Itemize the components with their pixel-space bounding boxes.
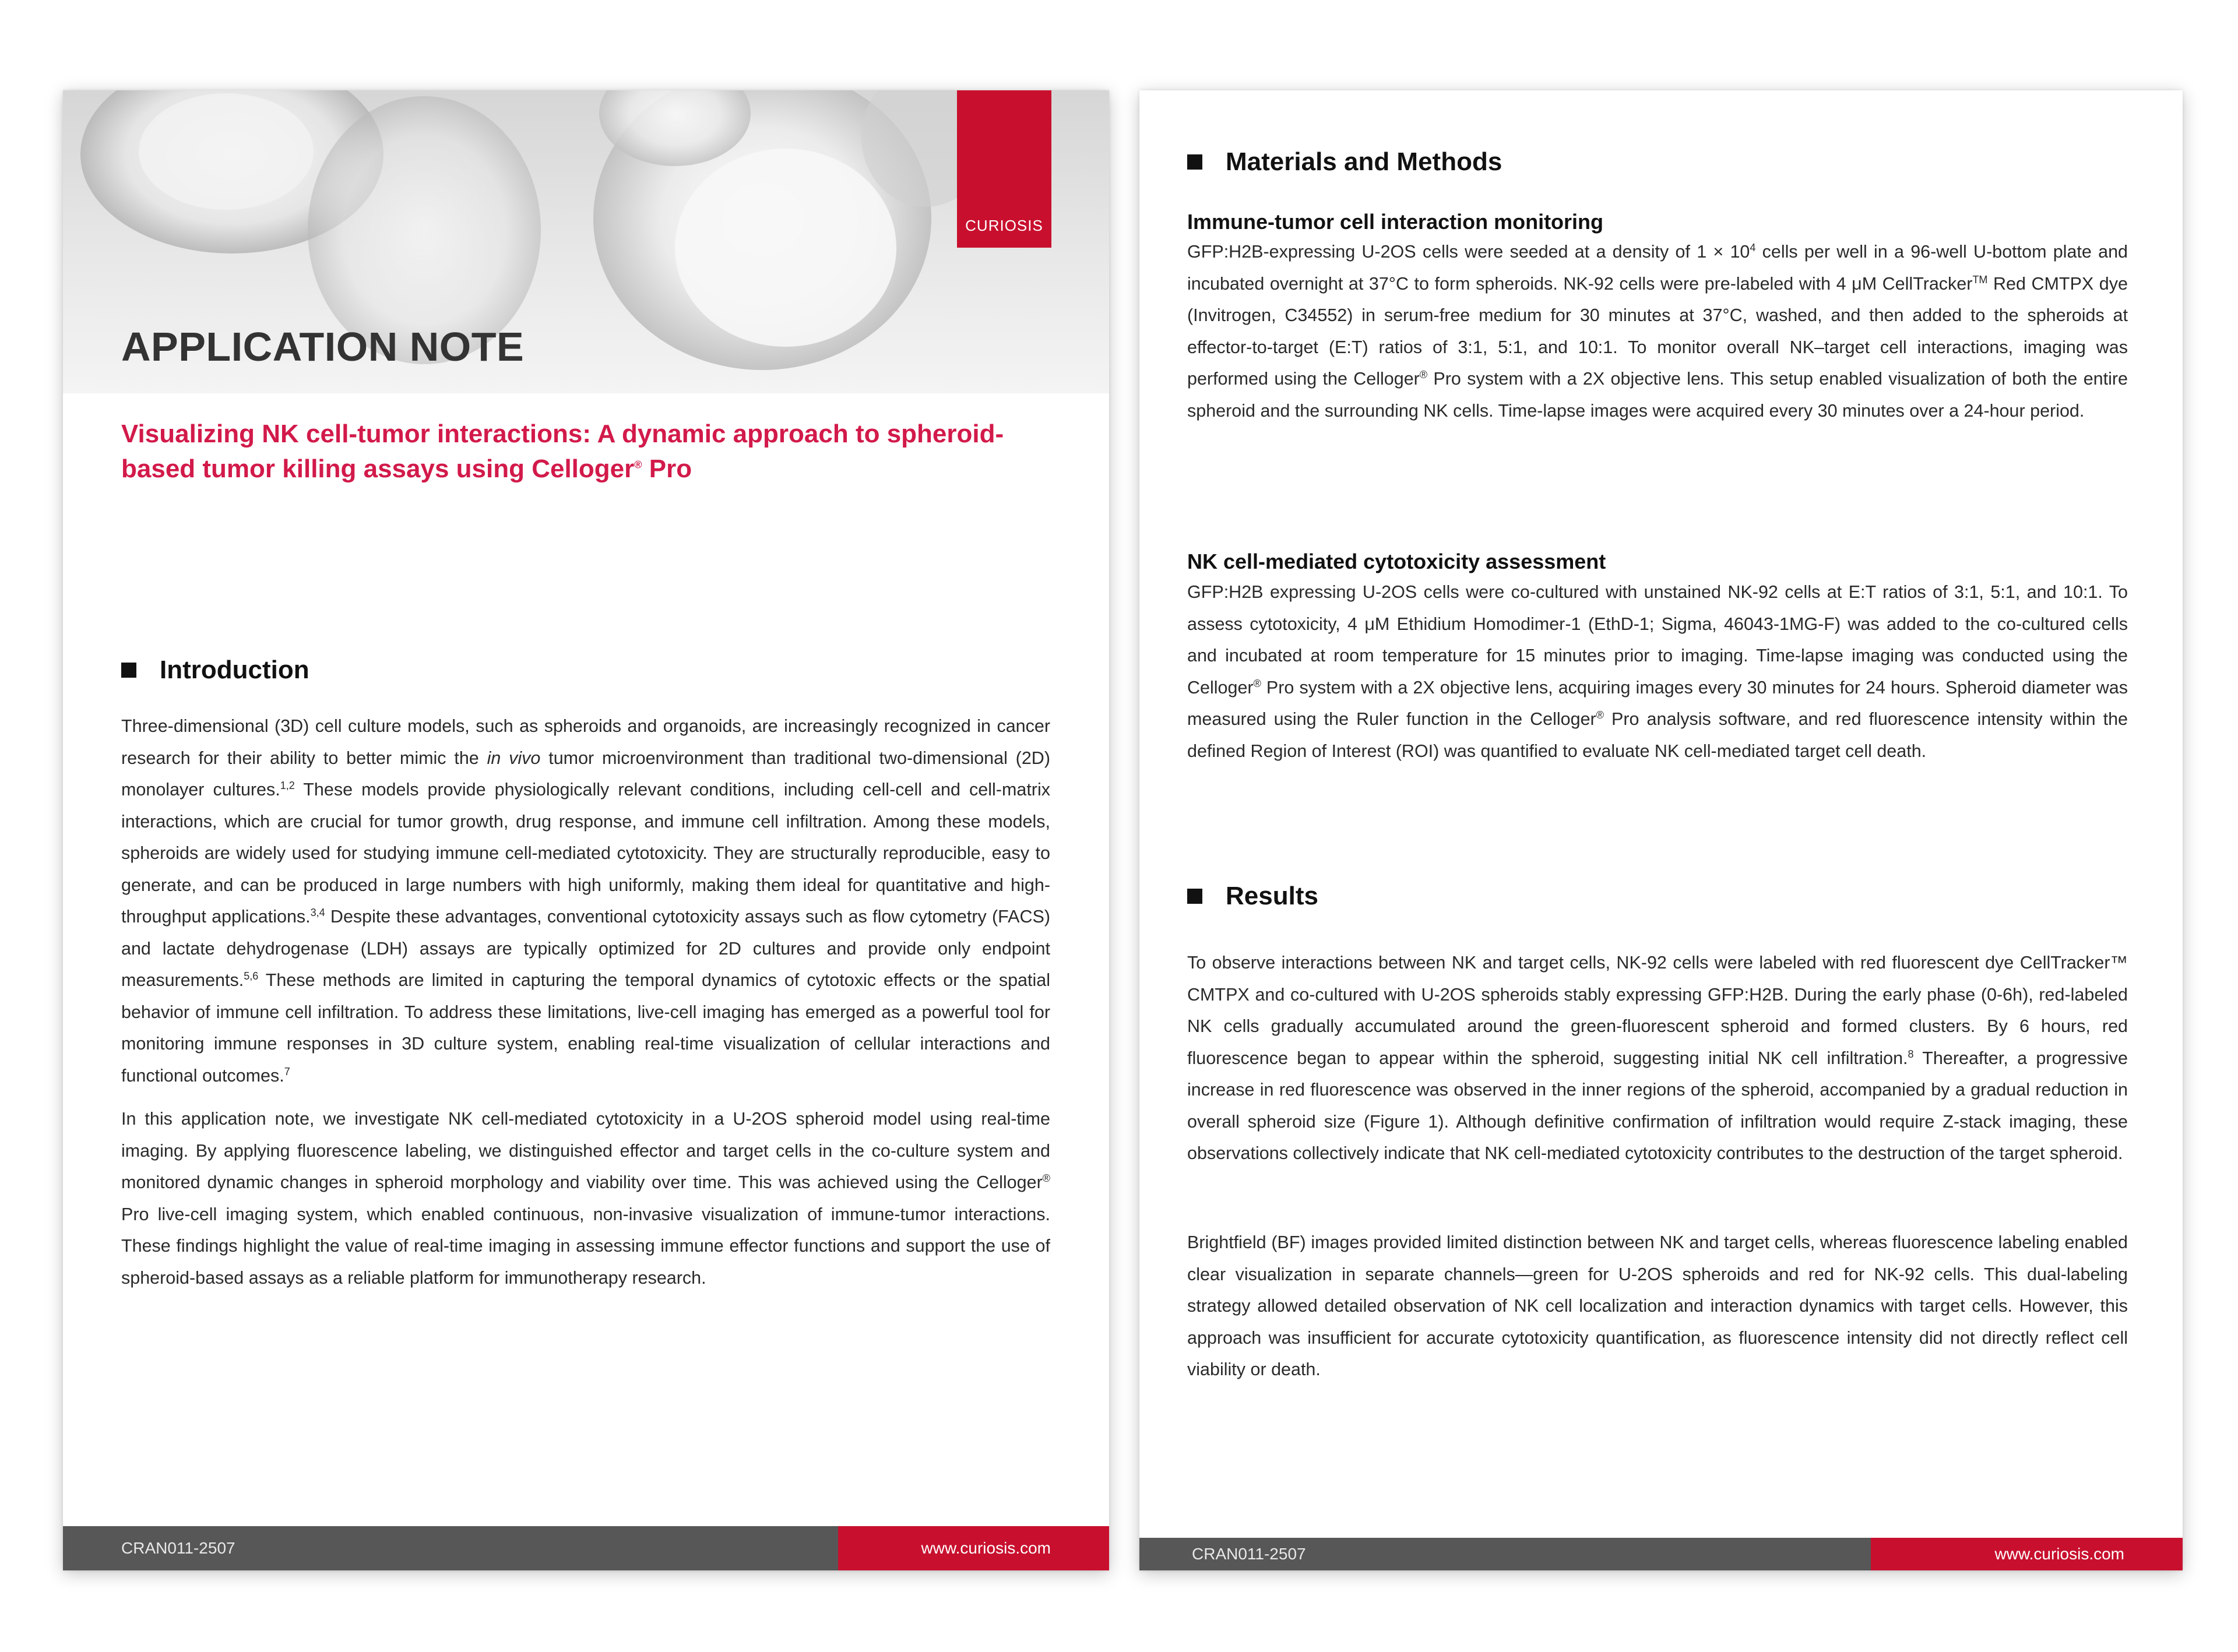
brand-logo-text: CURIOSIS <box>965 217 1043 234</box>
section-bullet-icon <box>1187 889 1202 904</box>
brand-logo-block <box>957 90 1051 248</box>
document-page-2 <box>1139 90 2183 1570</box>
document-code: CRAN011-2507 <box>1192 1545 1306 1563</box>
website-link[interactable]: www.curiosis.com <box>921 1539 1051 1557</box>
website-link[interactable]: www.curiosis.com <box>1994 1545 2124 1563</box>
document-title <box>121 417 1048 487</box>
intro-paragraph-1: Three-dimensional (3D) cell culture models, such as spheroids and organoids, are increasingly recognized in cancer research for their ability to better mimic the in vivo tumor microenvironment than traditional two-dimensional (2D) monolayer cultures.$^{1,2}$ These models provide physiologically relevant conditions, including cell-cell and cell-matrix interactions, which are crucial for tumor growth, drug response, and immune cell infiltration. Among these models, spheroids are widely used for studying immune cell-mediated cytotoxicity. They are structurally reproducible, easy to generate, and can be produced in large numbers with high uniformly, making them ideal for quantitative and high-throughput applications.$^{3,4}$ Despite these advantages, conventional cytotoxicity assays such as flow cytometry (FACS) and lactate dehydrogenase (LDH) assays are typically optimized for 2D cultures and provide only endpoint measurements.$^{5,6}$ These methods are limited in capturing the temporal dynamics of cytotoxic effects or the spatial behavior of immune cell infiltration. To address these limitations, live-cell imaging has emerged as a powerful tool for monitoring immune responses in 3D culture system, enabling real-time visualization of cellular interactions and functional outcomes.$^7$ <box>121 716 1050 1086</box>
subheading-cytotoxicity-assessment: NK cell-mediated cytotoxicity assessment <box>1187 550 1606 573</box>
document-code: CRAN011-2507 <box>121 1539 235 1557</box>
document-page-1 <box>63 90 1109 1570</box>
section-heading-introduction: Introduction <box>121 656 309 685</box>
methods-paragraph-2: GFP:H2B expressing U-2OS cells were co-cultured with unstained NK-92 cells at E:T ratios of 3:1, 5:1, and 10:1. To assess cytotoxicity, 4 μM Ethidium Homodimer-1 (EthD-1; Sigma, 46043-1MG-F) was added to the co-cultured cells and incubated at room temperature for 15 minutes prior to imaging. Time-lapse imaging was conducted using the Celloger® Pro system with a 2X objective lens, acquiring images every 30 minutes for 24 hours. Spheroid diameter was measured using the Ruler function in the Celloger® Pro analysis software, and red fluorescence intensity within the defined Region of Interest (ROI) was quantified to evaluate NK cell-mediated target cell death. <box>1187 582 2128 761</box>
footer-url-block <box>838 1526 1109 1570</box>
section-bullet-icon <box>121 663 136 678</box>
results-paragraph-2: Brightfield (BF) images provided limited distinction between NK and target cells, whereas fluorescence labeling enabled clear visualization in separate channels—green for U-2OS spheroids and red for NK-92 cells. This dual-labeling strategy allowed detailed observation of NK cell localization and interaction dynamics with target cells. However, this approach was insufficient for accurate cytotoxicity quantification, as fluorescence intensity did not directly reflect cell viability or death. <box>1187 1232 2128 1379</box>
results-paragraph-1: To observe interactions between NK and target cells, NK-92 cells were labeled with red fluorescent dye CellTracker™ CMTPX and co-cultured with U-2OS spheroids stably expressing GFP:H2B. During the early phase (0-6h), red-labeled NK cells gradually accumulated around the green-fluorescent spheroid and formed clusters. By 6 hours, red fluorescence began to appear within the spheroid, suggesting initial NK cell infiltration.$^8$ Thereafter, a progressive increase in red fluorescence was observed in the inner regions of the spheroid, accompanied by a gradual reduction in overall spheroid size (Figure 1). Although definitive confirmation of infiltration would require Z-stack imaging, these observations collectively indicate that NK cell-mediated cytotoxicity contributes to the destruction of the target spheroid. <box>1187 953 2128 1163</box>
section-heading-results: Results <box>1187 882 1318 911</box>
title-line-1: Visualizing NK cell-tumor interactions: A dynamic approach to spheroid- <box>121 420 1004 448</box>
section-bullet-icon <box>1187 154 1202 170</box>
methods-paragraph-1: GFP:H2B-expressing U-2OS cells were seeded at a density of $1 \times 10^4$ cells per well in a 96-well U-bottom plate and incubated overnight at 37°C to form spheroids. NK-92 cells were pre-labeled with 4 μM CellTracker™ Red CMTPX dye (Invitrogen, C34552) in serum-free medium for 30 minutes at 37°C, washed, and then added to the spheroids at effector-to-target (E:T) ratios of 3:1, 5:1, and 10:1. To monitor overall NK–target cell interactions, imaging was performed using the Celloger® Pro system with a 2X objective lens. This setup enabled visualization of both the entire spheroid and the surrounding NK cells. Time-lapse images were acquired every 30 minutes over a 24-hour period. <box>1187 241 2128 421</box>
title-line-2: based tumor killing assays using Celloger® Pro <box>121 455 692 483</box>
hero-banner <box>63 90 1109 393</box>
footer-url-block <box>1871 1538 2183 1570</box>
section-heading-materials-methods: Materials and Methods <box>1187 147 1502 177</box>
intro-paragraph-2: In this application note, we investigate NK cell-mediated cytotoxicity in a U-2OS spheroid model using real-time imaging. By applying fluorescence labeling, we distinguished effector and target cells in the co-culture system and monitored dynamic changes in spheroid morphology and viability over time. This was achieved using the Celloger® Pro live-cell imaging system, which enabled continuous, non-invasive visualization of immune-tumor interactions. These findings highlight the value of real-time imaging in assessing immune effector functions and support the use of spheroid-based assays as a reliable platform for immunotherapy research. <box>121 1109 1050 1288</box>
application-note-label: APPLICATION NOTE <box>121 324 525 369</box>
page-footer <box>1139 1538 2183 1570</box>
subheading-interaction-monitoring: Immune-tumor cell interaction monitoring <box>1187 210 1604 234</box>
page-footer <box>63 1526 1109 1570</box>
